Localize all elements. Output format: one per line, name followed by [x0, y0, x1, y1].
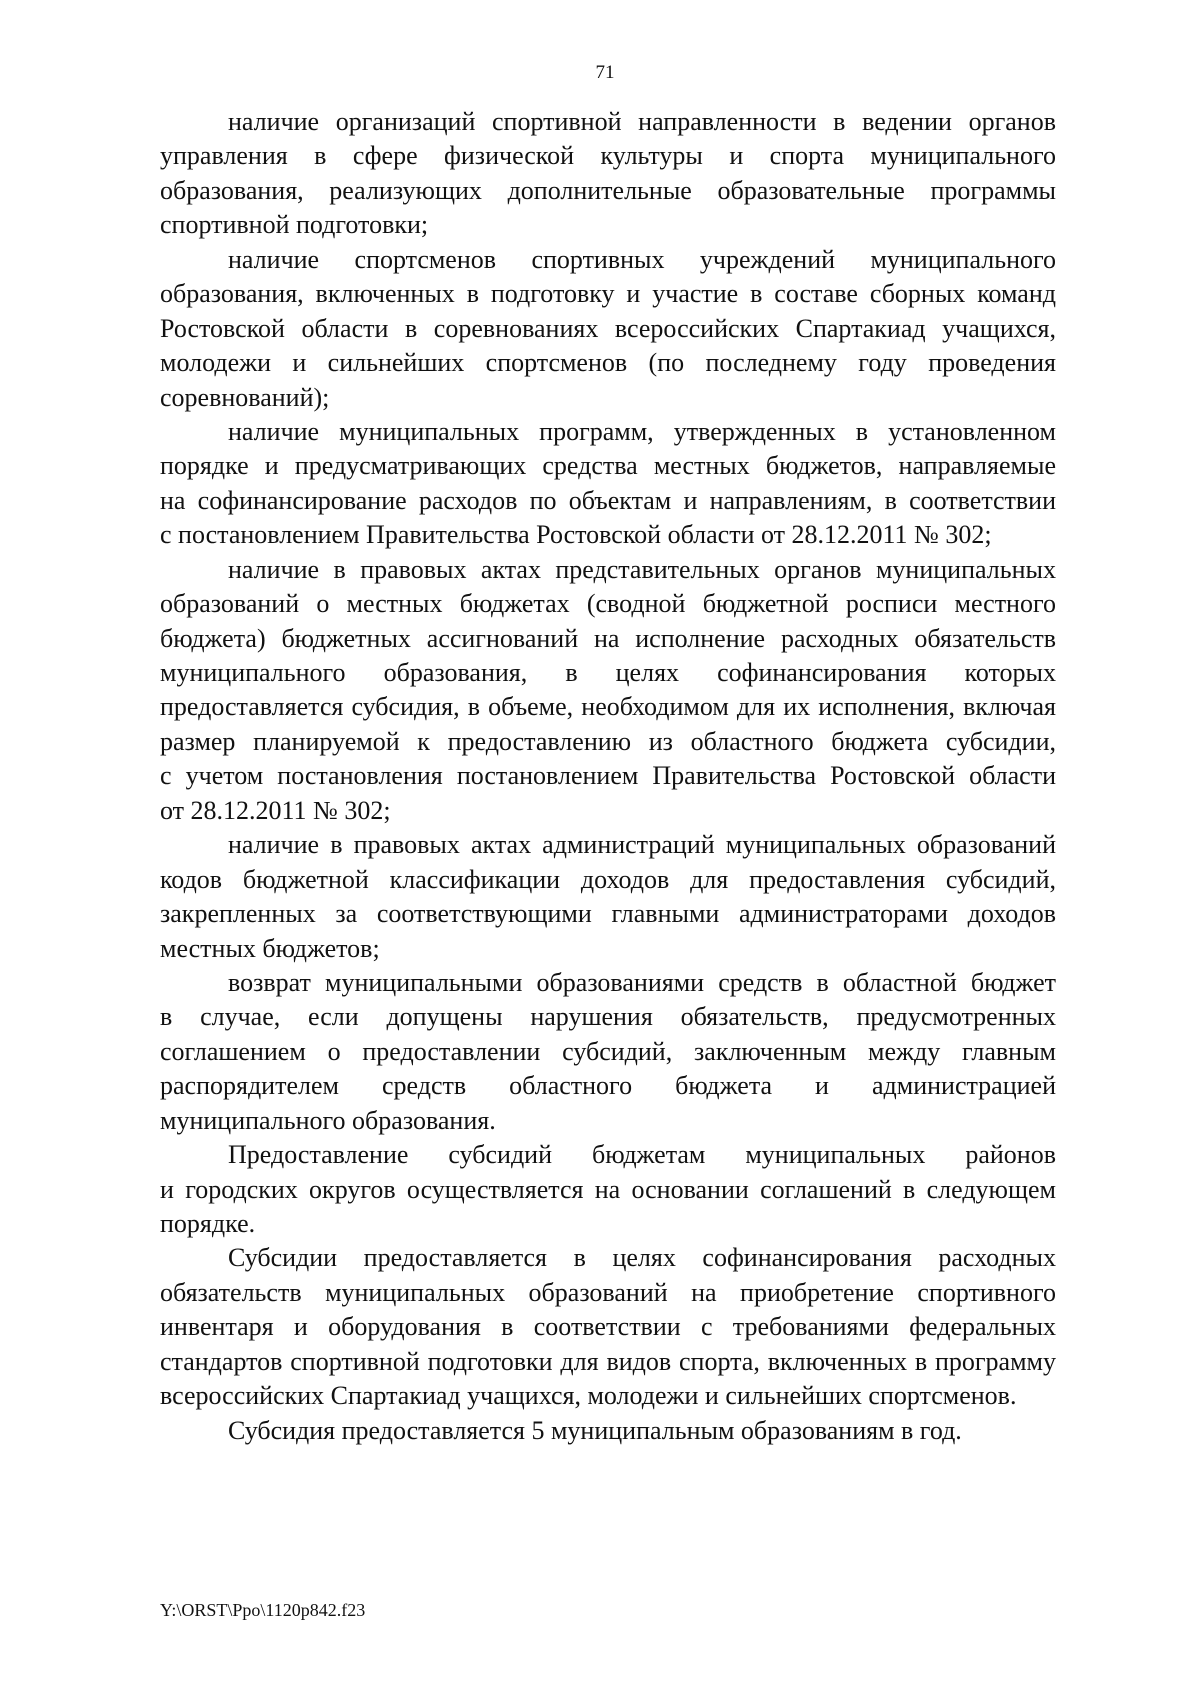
paragraph — [160, 1241, 1056, 1413]
paragraph-line: Субсидии предоставляется в целях софинансирования расходных — [228, 1243, 1056, 1273]
paragraph-line: соревнований); — [160, 382, 330, 412]
paragraph-line: распорядителем средств областного бюджета и администрацией — [160, 1071, 1056, 1101]
paragraph-line: на софинансирование расходов по объектам и направлениям, в соответствии — [160, 485, 1056, 515]
paragraph-line: предоставляется субсидия, в объеме, необходимом для их исполнения, включая — [160, 692, 1056, 722]
page-number: 71 — [595, 62, 615, 83]
paragraph-line: наличие в правовых актах администраций муниципальных образований — [228, 830, 1056, 860]
paragraph-line: кодов бюджетной классификации доходов для предоставления субсидий, — [160, 864, 1056, 894]
paragraph-line: порядке. — [160, 1209, 256, 1238]
paragraph — [160, 243, 1056, 415]
paragraph-line: образования, включенных в подготовку и участие в составе сборных команд — [160, 279, 1056, 309]
footer-file-path: Y:\ORST\Ppo\1120p842.f23 — [160, 1600, 366, 1620]
paragraph-line: с учетом постановления постановлением Правительства Ростовской области — [160, 761, 1056, 791]
paragraph-line: местных бюджетов; — [160, 933, 380, 963]
paragraph-line: образования, реализующих дополнительные образовательные программы — [160, 175, 1056, 205]
paragraph-line: спортивной подготовки; — [160, 210, 429, 240]
paragraph-line: от 28.12.2011 № 302; — [160, 795, 391, 825]
paragraph-line: бюджета) бюджетных ассигнований на исполнение расходных обязательств — [160, 623, 1056, 653]
paragraph-line: всероссийских Спартакиад учащихся, молодежи и сильнейших спортсменов. — [160, 1381, 1017, 1411]
paragraph-line: инвентаря и оборудования в соответствии с требованиями федеральных — [160, 1312, 1056, 1342]
paragraph — [160, 105, 1056, 243]
paragraph-line: управления в сфере физической культуры и спорта муниципального — [160, 141, 1056, 171]
paragraph-line: Субсидия предоставляется 5 муниципальным образованиям в год. — [228, 1415, 962, 1445]
paragraph-line: наличие муниципальных программ, утвержденных в установленном — [228, 416, 1056, 446]
paragraph-line: Предоставление субсидий бюджетам муниципальных районов — [228, 1140, 1056, 1170]
paragraph-line: обязательств муниципальных образований на приобретение спортивного — [160, 1277, 1056, 1307]
paragraph-line: с постановлением Правительства Ростовской области от 28.12.2011 № 302; — [160, 520, 992, 550]
paragraph-line: размер планируемой к предоставлению из областного бюджета субсидии, — [160, 726, 1056, 756]
paragraph-line: молодежи и сильнейших спортсменов (по последнему году проведения — [160, 348, 1056, 378]
paragraph-line: порядке и предусматривающих средства местных бюджетов, направляемые — [160, 451, 1056, 481]
paragraph-line: соглашением о предоставлении субсидий, заключенным между главным — [160, 1036, 1056, 1066]
paragraph-line: Ростовской области в соревнованиях всероссийских Спартакиад учащихся, — [160, 313, 1056, 343]
paragraph — [160, 966, 1056, 1138]
paragraph-line: стандартов спортивной подготовки для видов спорта, включенных в программу — [160, 1346, 1056, 1376]
paragraph — [160, 1138, 1056, 1241]
paragraph-line: в случае, если допущены нарушения обязательств, предусмотренных — [160, 1002, 1056, 1032]
document-body — [160, 105, 1056, 1448]
paragraph-line: муниципального образования, в целях софинансирования которых — [160, 658, 1056, 687]
paragraph-line: возврат муниципальными образованиями средств в областной бюджет — [228, 967, 1056, 997]
paragraph-line: муниципального образования. — [160, 1105, 496, 1135]
paragraph-line: закрепленных за соответствующими главными администраторами доходов — [160, 899, 1056, 929]
paragraph-line: и городских округов осуществляется на основании соглашений в следующем — [160, 1174, 1056, 1204]
paragraph — [160, 1414, 1056, 1448]
paragraph-line: наличие организаций спортивной направленности в ведении органов — [228, 107, 1056, 136]
paragraph — [160, 828, 1056, 966]
paragraph-line: образований о местных бюджетах (сводной бюджетной росписи местного — [160, 589, 1056, 619]
paragraph — [160, 553, 1056, 829]
paragraph-line: наличие спортсменов спортивных учреждений муниципального — [228, 244, 1056, 274]
paragraph — [160, 415, 1056, 553]
paragraph-line: наличие в правовых актах представительных органов муниципальных — [228, 554, 1056, 584]
